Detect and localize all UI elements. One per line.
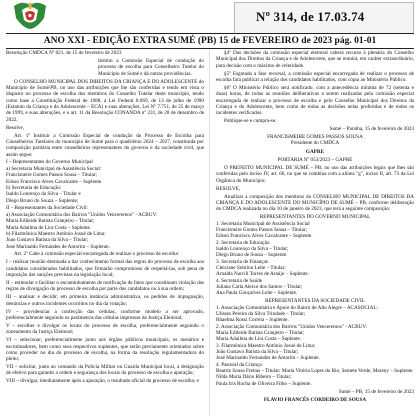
list-item: Ulisses Pereira da Silva Trindade – Titular; [216,311,306,317]
list-item: b) Filarmônica Maestro Antônio Josué de Lima: [6,230,106,237]
municipal-coat-of-arms-icon [8,0,52,30]
right-column [216,50,414,405]
signer-role: Presidente do CMDCA [290,140,340,147]
portaria-date: Sumé – PB, 15 de fevereiro de 2023 [338,388,414,395]
paragraph-4: §4º Das decisões da comissão especial eleitoral caberá recurso à plenária do Conselho Municipal dos Direitos da Criança e do Adolescente, que se reunirá, em caráter extraordinário, para decisão com o máximo de celeridade. [216,50,414,69]
signer-name: FRANCISMEIRE GOMES PASSOS SOUSA [267,134,363,141]
resolution-preamble: O CONSELHO MUNICIPAL DOS DIREITOS DA CRIANÇA E DO ADOLESCENTE do Município de Sumé/PB, no uso das atribuições que lhe são conferidas e tendo em vista o disposto no processo de escolha dos membros do Conselho Tutelar deste município, tendo como base a Constituição Federal de 1988, a Lei Federal 8.069, de 13 de julho de 1990 (Estatuto da Criança e do Adolescente – ECA) e suas alterações, Lei Nº 7.751, de 25 de março de 1999, e suas alterações, e o art. 11 da Resolução CONANDA nº 231, de 28 de dezembro de 2022, [6,78,204,123]
list-item: Juliana Carla Aleixo dos Santos – Titular; [216,284,303,291]
list-item: Isaldo Lourenço da Silva – Titular e [6,191,81,198]
list-item: Francisneire Gomes Passos Sousa – Titular; [216,226,307,233]
list-item: Rhaelma Rossi Correia – Suplente. [216,317,289,324]
list-item: Edson Francisco Alves Cavalcante – Suplente. [6,178,103,185]
list-item: b) Secretaria de Educação: [6,184,62,191]
list-item: Isaldo Lourenço da Silva – Titular; [216,245,289,252]
left-column [6,50,204,386]
list-item: 4. Pastoral da Criança: [216,361,263,368]
signature-date: Sumé – Paraíba, 15 de fevereiro de 2023 [329,126,414,133]
inciso: VII – solicitar, junto ao comando da Polícia Militar ou Guarda Municipal local, a designação de efetivo para garantir a ordem e segurança dos locais do processo de escolha e apuração; [6,364,204,377]
gov-representatives-title: I – Representantes do Governo Municipal [6,159,93,166]
list-item: 1. Associação Comunitária e Apoio do Bairro de Alto Alegre – ACASOCIAL: [216,304,378,311]
civil-representatives-title: II – Representantes da Sociedade Civil: [6,205,88,212]
list-item: 4. Secretaria de Saúde [216,277,263,284]
list-item: Beatriz Sousa Freitas – Titular; Maria Vitória Lopes do Rio, Semete Verde, Mareny – Suplente. [216,368,414,375]
list-item: Francisneire Gomes Passos Sousa – Titular; [6,172,97,179]
list-item: Ana Paula Gonçalves Leite – Suplente. [216,290,298,297]
list-item: Diego Bruno de Sousa – Suplente. [216,252,288,259]
masthead [0,0,420,34]
inciso: I – realizar reunião destinada a dar conhecimento formal das regras do processo de escolha aos candidatos considerados habilitados, que firmarão compromisso de respeitá-las, sob pena de imposição das sanções previstas na legislação local; [6,259,204,279]
inciso: IV – providenciar a confecção das cédulas, conforme modelo a ser aprovado, preferencialmente seguindo os parâmetros das cédulas impressas da Justiça Eleitoral; [6,308,204,321]
resolve-label: RESOLVE, [216,185,241,192]
column-divider [209,50,210,416]
list-item: 3. Secretaria de Finanças [216,258,268,265]
list-item: Maria Adailma de Lira Costa – Suplente. [216,336,302,343]
inciso: VIII – divulgar, imediatamente após a apuração, o resultado oficial do processo de escolha; e [6,378,199,385]
resolve-label: Resolve, [6,124,25,131]
portaria-title: PORTARIA Nº 053/2023 – GAPRE [277,157,353,164]
article-2: Art. 2º Cabe à comissão especial encarregada de realizar o processo de escolha: [14,251,180,258]
inciso: VI – selecionar, preferencialmente junto aos órgãos públicos municipais, os mesários e escrutinadores, bem como seus respectivos suplentes, que serão previamente orientados sobre como proceder no dia do processo de escolha, na forma da resolução regulamentadora do pleito; [6,337,204,363]
list-item: a) Associação Comunitária dos Bairros "Unidos Venceremos" - ACBUV: [6,211,158,218]
list-item: a) Secretaria Municipal de Assistência Social: [6,165,102,172]
list-item: José Marinaldo Fernandes de Amorim – Suplente. [216,355,320,362]
list-item: Cleiciane Sobrino Leite – Titular; [216,265,286,271]
list-item: Nilda Maria Dário Ribeiro – Titular; [216,374,292,381]
list-item: 1. Secretaria Municipal de Assistência Social [216,220,310,227]
list-item: Diego Bruno do Souza – Suplente; [6,197,79,204]
list-item: 2. Associação Comunitária dos Bairros "Unidos Venceremos" - ACBUV: [216,323,368,330]
issue-number: Nº 314, de 17.03.74 [256,9,365,24]
list-item: Paula Iris Rocha de Oliveira Filho – Suplente. [216,380,312,387]
list-item: 3. Filarmônica Maestro Antônio Josué de Lima: [216,342,316,349]
article-1: Art. 1º Instituir a Comissão Especial de condução do Processo de Escolha para Conselheiros Tutelares do município de Sumé para o quadriênio 2024 – 2027, constituída por composição paritária entre conselheiros representantes do governo e da sociedade civil, que assim segue: [6,132,204,158]
composition-statement: Atualizar a composição dos membros do CONSELHO MUNICIPAL DE DIREITOS DA CRIANÇA E DO ADOLESCENTE DO MUNICÍPIO DE SUMÉ – PB, conforme deliberação do CMDCA realizada no dia 10 de janeiro de 2023, que terá a seguinte composição: [216,193,414,213]
inciso: III – analisar e decidir, em primeira instância administrativa, os pedidos de impugnação, denúncias e outros incidentes ocorridos no dia da votação; [6,294,204,307]
list-item: Joao Gustavo Batista da Silva – Titular; [6,237,89,244]
list-item: 2. Secretaria de Educação [216,239,270,246]
edition-header: ANO XXI - EDIÇÃO EXTRA SUMÉ (PB) 15 de FEVEREIRO de 2023 pág. 01-01 [43,36,377,46]
list-item: Maria Edileide Batista Granjeiro – Titular; [216,330,305,337]
inciso: II – estimular e facilitar o encaminhamento de notificação de fatos que constituam violação das regras de divulgação do processo de escolha por parte dos candidatos ou à sua ordem; [6,280,204,293]
gov-representatives-heading: REPRESENTANTES DO GOVERNO MUNICIPAL [259,214,371,221]
civil-representatives-heading: REPRESENTANTES DA SOCIEDADE CIVIL [265,298,365,305]
list-item: Edson Francisco Alves Cavalcante – Suplente. [216,233,313,240]
bottom-rule [6,48,414,49]
list-item: Maria Edileide Batista Granjeiro – Titular; [6,218,95,225]
paragraph-6: §6º O Ministério Público será notificado, com a antecedência mínima de 72 (setenta e duas) horas, de todas as reuniões deliberativas a serem realizadas pela comissão especial encarregada de realizar o processo de escolha e pelo Conselho Municipal dos Direitos da Criança e do Adolescente, bem como de todas as decisões nelas proferidas e de todos os incidentes verificados. [216,84,414,117]
list-item: Arnalda Narcili Torres de Araújo – Suplente. [216,271,310,278]
resolution-ementa: Institui a Comissão Especial de condução do processo de escolha para Conselheiro Tutelar do Município de Sumé e dá outras providências. [98,57,204,77]
inciso: V – escolher e divulgar os locais do processo de escolha, preferencialmente seguindo o zoneamento da Justiça Eleitoral; [6,322,204,336]
list-item: Maria Adailma de Lira Costa – Suplente. [6,224,92,231]
publish-statement: Publique-se e cumpra-se. [224,118,277,125]
list-item: João Gustavo Batista da Silva – Titular; [216,349,299,356]
resolution-title: Resolução CMDCA Nº 021, de 15 de fevereiro de 2023 [6,50,122,56]
list-item: José Marinaldo Fernandes de Amorim – Suplente. [6,243,110,250]
paragraph-5: §5º Esgotada a fase recursal, a comissão especial encarregada de realizar o processo de escolha fará publicar a relação dos candidatos habilitados, com cópia ao Ministério Público. [216,70,414,83]
portaria-intro: O PREFEITO MUNICIPAL DE SUMÉ – PB, no uso das atribuições legais que lhes são conferidas pelo inciso IV, art. 60, no que se combina com a alínea "g", inciso II, art. 73 da Lei Orgânica do Município; [216,165,414,184]
section-heading-gapre: GAPRE [305,148,325,155]
footer-signer-name: FLAVIO FRANCÊS CORDEIRO DE SOUSA [263,396,367,403]
